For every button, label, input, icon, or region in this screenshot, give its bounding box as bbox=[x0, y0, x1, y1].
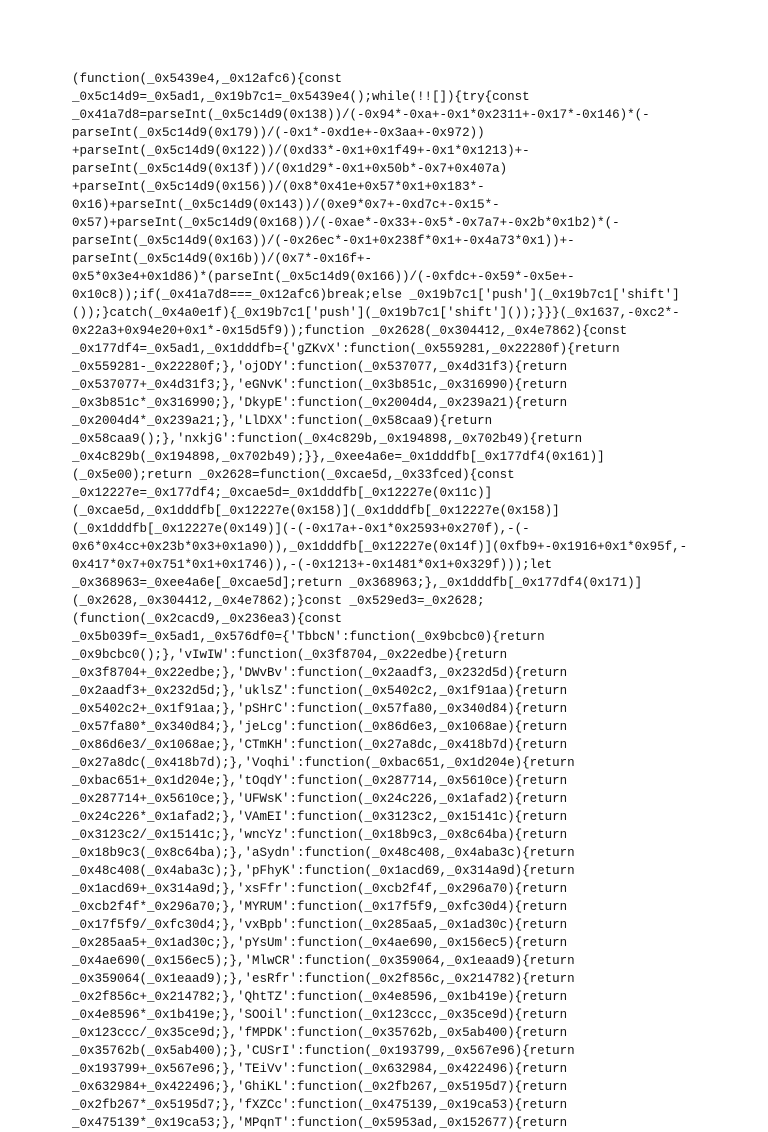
code-line: _0x4e8596*_0x1b419e;},'SOOil':function(_0x123ccc,_0x35ce9d){return bbox=[72, 1008, 568, 1022]
code-line: _0xbac651+_0x1d204e;},'tOqdY':function(_0x287714,_0x5610ce){return bbox=[72, 774, 568, 788]
code-line: +parseInt(_0x5c14d9(0x122))/(0xd33*-0x1+0x1f49+-0x1*0x1213)+- bbox=[72, 144, 530, 158]
code-line: (_0x5e00);return _0x2628=function(_0xcae5d,_0x33fced){const bbox=[72, 468, 515, 482]
code-line: _0x177df4=_0x5ad1,_0x1dddfb={'gZKvX':function(_0x559281,_0x22280f){return bbox=[72, 342, 620, 356]
code-line: _0x41a7d8=parseInt(_0x5c14d9(0x138))/(-0x94*-0xa+-0x1*0x2311+-0x17*-0x146)*(- bbox=[72, 108, 650, 122]
code-line: _0x86d6e3/_0x1068ae;},'CTmKH':function(_0x27a8dc,_0x418b7d){return bbox=[72, 738, 568, 752]
code-line: (function(_0x5439e4,_0x12afc6){const bbox=[72, 72, 343, 86]
code-line: _0x24c226*_0x1afad2;},'VAmEI':function(_0x3123c2,_0x15141c){return bbox=[72, 810, 568, 824]
code-line: _0x632984+_0x422496;},'GhiKL':function(_0x2fb267,_0x5195d7){return bbox=[72, 1080, 568, 1094]
code-line: _0x537077+_0x4d31f3;},'eGNvK':function(_0x3b851c,_0x316990){return bbox=[72, 378, 568, 392]
code-line: (_0x2628,_0x304412,_0x4e7862);}const _0x529ed3=_0x2628; bbox=[72, 594, 485, 608]
code-line: _0x287714+_0x5610ce;},'UFWsK':function(_0x24c226,_0x1afad2){return bbox=[72, 792, 568, 806]
code-line: _0x57fa80*_0x340d84;},'jeLcg':function(_0x86d6e3,_0x1068ae){return bbox=[72, 720, 568, 734]
code-line: 0x16)+parseInt(_0x5c14d9(0x143))/(0xe9*0x7+-0xd7c+-0x15*- bbox=[72, 198, 500, 212]
code-line: 0x6*0x4cc+0x23b*0x3+0x1a90)),_0x1dddfb[_0x12227e(0x14f)](0xfb9+-0x1916+0x1*0x95f,- bbox=[72, 540, 688, 554]
code-line: _0x368963=_0xee4a6e[_0xcae5d];return _0x368963;},_0x1dddfb[_0x177df4(0x171)] bbox=[72, 576, 643, 590]
code-line: _0x35762b(_0x5ab400);},'CUSrI':function(_0x193799,_0x567e96){return bbox=[72, 1044, 575, 1058]
code-line: parseInt(_0x5c14d9(0x163))/(-0x26ec*-0x1+0x238f*0x1+-0x4a73*0x1))+- bbox=[72, 234, 575, 248]
code-line: _0x1acd69+_0x314a9d;},'xsFfr':function(_0xcb2f4f,_0x296a70){return bbox=[72, 882, 568, 896]
code-line: _0x123ccc/_0x35ce9d;},'fMPDK':function(_0x35762b,_0x5ab400){return bbox=[72, 1026, 568, 1040]
code-line: _0x5c14d9=_0x5ad1,_0x19b7c1=_0x5439e4();while(!![]){try{const bbox=[72, 90, 530, 104]
code-line: _0x2f856c+_0x214782;},'QhtTZ':function(_0x4e8596,_0x1b419e){return bbox=[72, 990, 568, 1004]
code-line: _0x48c408(_0x4aba3c);},'pFhyK':function(_0x1acd69,_0x314a9d){return bbox=[72, 864, 575, 878]
code-line: _0x2004d4*_0x239a21;},'LlDXX':function(_0x58caa9){return bbox=[72, 414, 493, 428]
code-line: 0x417*0x7+0x751*0x1+0x1746)),-(-0x1213+-0x1481*0x1+0x329f)));let bbox=[72, 558, 553, 572]
code-line: _0x559281-_0x22280f;},'ojODY':function(_0x537077,_0x4d31f3){return bbox=[72, 360, 568, 374]
code-line: _0x359064(_0x1eaad9);},'esRfr':function(_0x2f856c,_0x214782){return bbox=[72, 972, 575, 986]
code-line: _0x17f5f9/_0xfc30d4;},'vxBpb':function(_0x285aa5,_0x1ad30c){return bbox=[72, 918, 568, 932]
code-line: _0x5b039f=_0x5ad1,_0x576df0={'TbbcN':function(_0x9bcbc0){return bbox=[72, 630, 545, 644]
code-line: parseInt(_0x5c14d9(0x179))/(-0x1*-0xd1e+-0x3aa+-0x972)) bbox=[72, 126, 485, 140]
code-line: _0x4ae690(_0x156ec5);},'MlwCR':function(_0x359064,_0x1eaad9){return bbox=[72, 954, 575, 968]
code-line: _0xcb2f4f*_0x296a70;},'MYRUM':function(_0x17f5f9,_0xfc30d4){return bbox=[72, 900, 568, 914]
code-line: _0x58caa9();},'nxkjG':function(_0x4c829b,_0x194898,_0x702b49){return bbox=[72, 432, 583, 446]
code-line: _0x5402c2+_0x1f91aa;},'pSHrC':function(_0x57fa80,_0x340d84){return bbox=[72, 702, 568, 716]
code-line: _0x27a8dc(_0x418b7d);},'Voqhi':function(_0xbac651,_0x1d204e){return bbox=[72, 756, 575, 770]
code-line: 0x22a3+0x94e20+0x1*-0x15d5f9));function _0x2628(_0x304412,_0x4e7862){const bbox=[72, 324, 628, 338]
code-line: parseInt(_0x5c14d9(0x16b))/(0x7*-0x16f+- bbox=[72, 252, 373, 266]
code-line: 0x10c8));if(_0x41a7d8===_0x12afc6)break;else _0x19b7c1['push'](_0x19b7c1['shift'] bbox=[72, 288, 680, 302]
code-line: parseInt(_0x5c14d9(0x13f))/(0x1d29*-0x1+0x50b*-0x7+0x407a) bbox=[72, 162, 508, 176]
code-line: (function(_0x2cacd9,_0x236ea3){const bbox=[72, 612, 343, 626]
code-line: _0x4c829b(_0x194898,_0x702b49);}},_0xee4a6e=_0x1dddfb[_0x177df4(0x161)] bbox=[72, 450, 605, 464]
code-line: _0x2fb267*_0x5195d7;},'fXZCc':function(_0x475139,_0x19ca53){return bbox=[72, 1098, 568, 1112]
code-line: _0x285aa5+_0x1ad30c;},'pYsUm':function(_0x4ae690,_0x156ec5){return bbox=[72, 936, 568, 950]
code-line: 0x57)+parseInt(_0x5c14d9(0x168))/(-0xae*-0x33+-0x5*-0x7a7+-0x2b*0x1b2)*(- bbox=[72, 216, 620, 230]
code-line: +parseInt(_0x5c14d9(0x156))/(0x8*0x41e+0x57*0x1+0x183*- bbox=[72, 180, 485, 194]
code-line: _0x475139*_0x19ca53;},'MPqnT':function(_0x5953ad,_0x152677){return bbox=[72, 1116, 568, 1130]
code-line: (_0x1dddfb[_0x12227e(0x149)](-(-0x17a+-0x1*0x2593+0x270f),-(- bbox=[72, 522, 530, 536]
code-line: _0x3b851c*_0x316990;},'DkypE':function(_0x2004d4,_0x239a21){return bbox=[72, 396, 568, 410]
code-document bbox=[72, 70, 752, 1132]
code-line: _0x18b9c3(_0x8c64ba);},'aSydn':function(_0x48c408,_0x4aba3c){return bbox=[72, 846, 575, 860]
code-line: ());}catch(_0x4a0e1f){_0x19b7c1['push'](_0x19b7c1['shift']());}}}(_0x1637,-0xc2*- bbox=[72, 306, 680, 320]
code-line: _0x3123c2/_0x15141c;},'wncYz':function(_0x18b9c3,_0x8c64ba){return bbox=[72, 828, 568, 842]
code-line: _0x193799+_0x567e96;},'TEiVv':function(_0x632984,_0x422496){return bbox=[72, 1062, 568, 1076]
code-line: 0x5*0x3e4+0x1d86)*(parseInt(_0x5c14d9(0x166))/(-0xfdc+-0x59*-0x5e+- bbox=[72, 270, 575, 284]
code-line: _0x12227e=_0x177df4;_0xcae5d=_0x1dddfb[_0x12227e(0x11c)] bbox=[72, 486, 493, 500]
code-line: (_0xcae5d,_0x1dddfb[_0x12227e(0x158)](_0x1dddfb[_0x12227e(0x158)] bbox=[72, 504, 560, 518]
code-line: _0x3f8704+_0x22edbe;},'DWvBv':function(_0x2aadf3,_0x232d5d){return bbox=[72, 666, 568, 680]
code-line: _0x9bcbc0();},'vIwIW':function(_0x3f8704,_0x22edbe){return bbox=[72, 648, 508, 662]
code-line: _0x2aadf3+_0x232d5d;},'uklsZ':function(_0x5402c2,_0x1f91aa){return bbox=[72, 684, 568, 698]
